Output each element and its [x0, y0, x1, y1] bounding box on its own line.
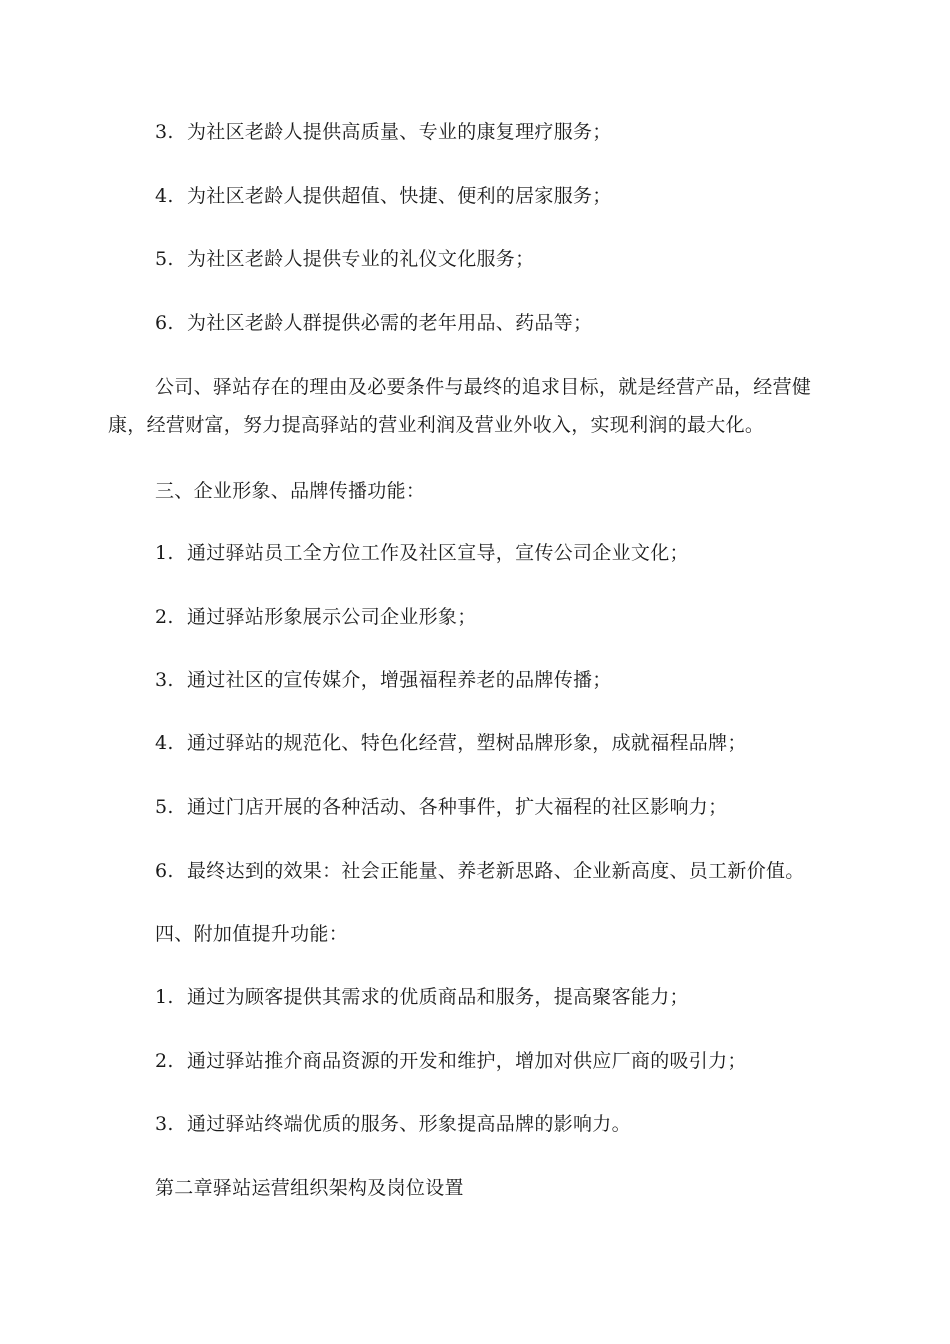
item-number: 1. — [155, 542, 174, 564]
item-number: 2. — [155, 1050, 174, 1072]
item-number: 6. — [155, 312, 174, 334]
item-number: 4. — [155, 732, 174, 754]
section-heading: 四、附加值提升功能： — [155, 923, 349, 945]
list-item — [155, 985, 689, 1009]
list-item — [155, 247, 534, 271]
list-item — [155, 311, 592, 335]
list-item — [155, 541, 689, 565]
item-text: 为社区老龄人提供超值、快捷、便利的居家服务； — [187, 185, 612, 207]
item-text: 最终达到的效果：社会正能量、养老新思路、企业新高度、员工新价值。 — [187, 860, 805, 882]
item-number: 1. — [155, 986, 174, 1008]
list-item — [155, 795, 727, 819]
item-number: 2. — [155, 606, 174, 628]
item-text: 通过驿站员工全方位工作及社区宣导，宣传公司企业文化； — [187, 542, 689, 564]
item-number: 4. — [155, 185, 174, 207]
item-text: 通过驿站的规范化、特色化经营，塑树品牌形象，成就福程品牌； — [187, 732, 747, 754]
list-item — [155, 184, 612, 208]
item-text: 为社区老龄人提供高质量、专业的康复理疗服务； — [187, 121, 612, 143]
item-text: 通过门店开展的各种活动、各种事件，扩大福程的社区影响力； — [187, 796, 728, 818]
item-number: 5. — [155, 248, 174, 270]
section-heading: 三、企业形象、品牌传播功能： — [155, 480, 426, 502]
item-number: 5. — [155, 796, 174, 818]
item-text: 通过为顾客提供其需求的优质商品和服务，提高聚客能力； — [187, 986, 689, 1008]
item-text: 为社区老龄人群提供必需的老年用品、药品等； — [187, 312, 593, 334]
list-item — [155, 1112, 631, 1136]
item-text: 通过社区的宣传媒介，增强福程养老的品牌传播； — [187, 669, 612, 691]
list-item — [155, 605, 477, 629]
item-number: 3. — [155, 1113, 174, 1135]
list-item — [155, 859, 805, 883]
item-text: 通过驿站形象展示公司企业形象； — [187, 606, 477, 628]
list-item — [155, 120, 612, 144]
chapter-heading: 第二章驿站运营组织架构及岗位设置 — [155, 1177, 464, 1199]
item-number: 3. — [155, 669, 174, 691]
body-paragraph: 公司、驿站存在的理由及必要条件与最终的追求目标，就是经营产品，经营健康，经营财富，努力提高驿站的营业利润及营业外收入，实现利润的最大化。 — [108, 376, 812, 436]
item-number: 6. — [155, 860, 174, 882]
item-text: 通过驿站终端优质的服务、形象提高品牌的影响力。 — [187, 1113, 631, 1135]
list-item — [155, 668, 612, 692]
list-item — [155, 731, 747, 755]
list-item — [155, 1049, 747, 1073]
item-text: 通过驿站推介商品资源的开发和维护，增加对供应厂商的吸引力； — [187, 1050, 747, 1072]
item-text: 为社区老龄人提供专业的礼仪文化服务； — [187, 248, 535, 270]
item-number: 3. — [155, 121, 174, 143]
